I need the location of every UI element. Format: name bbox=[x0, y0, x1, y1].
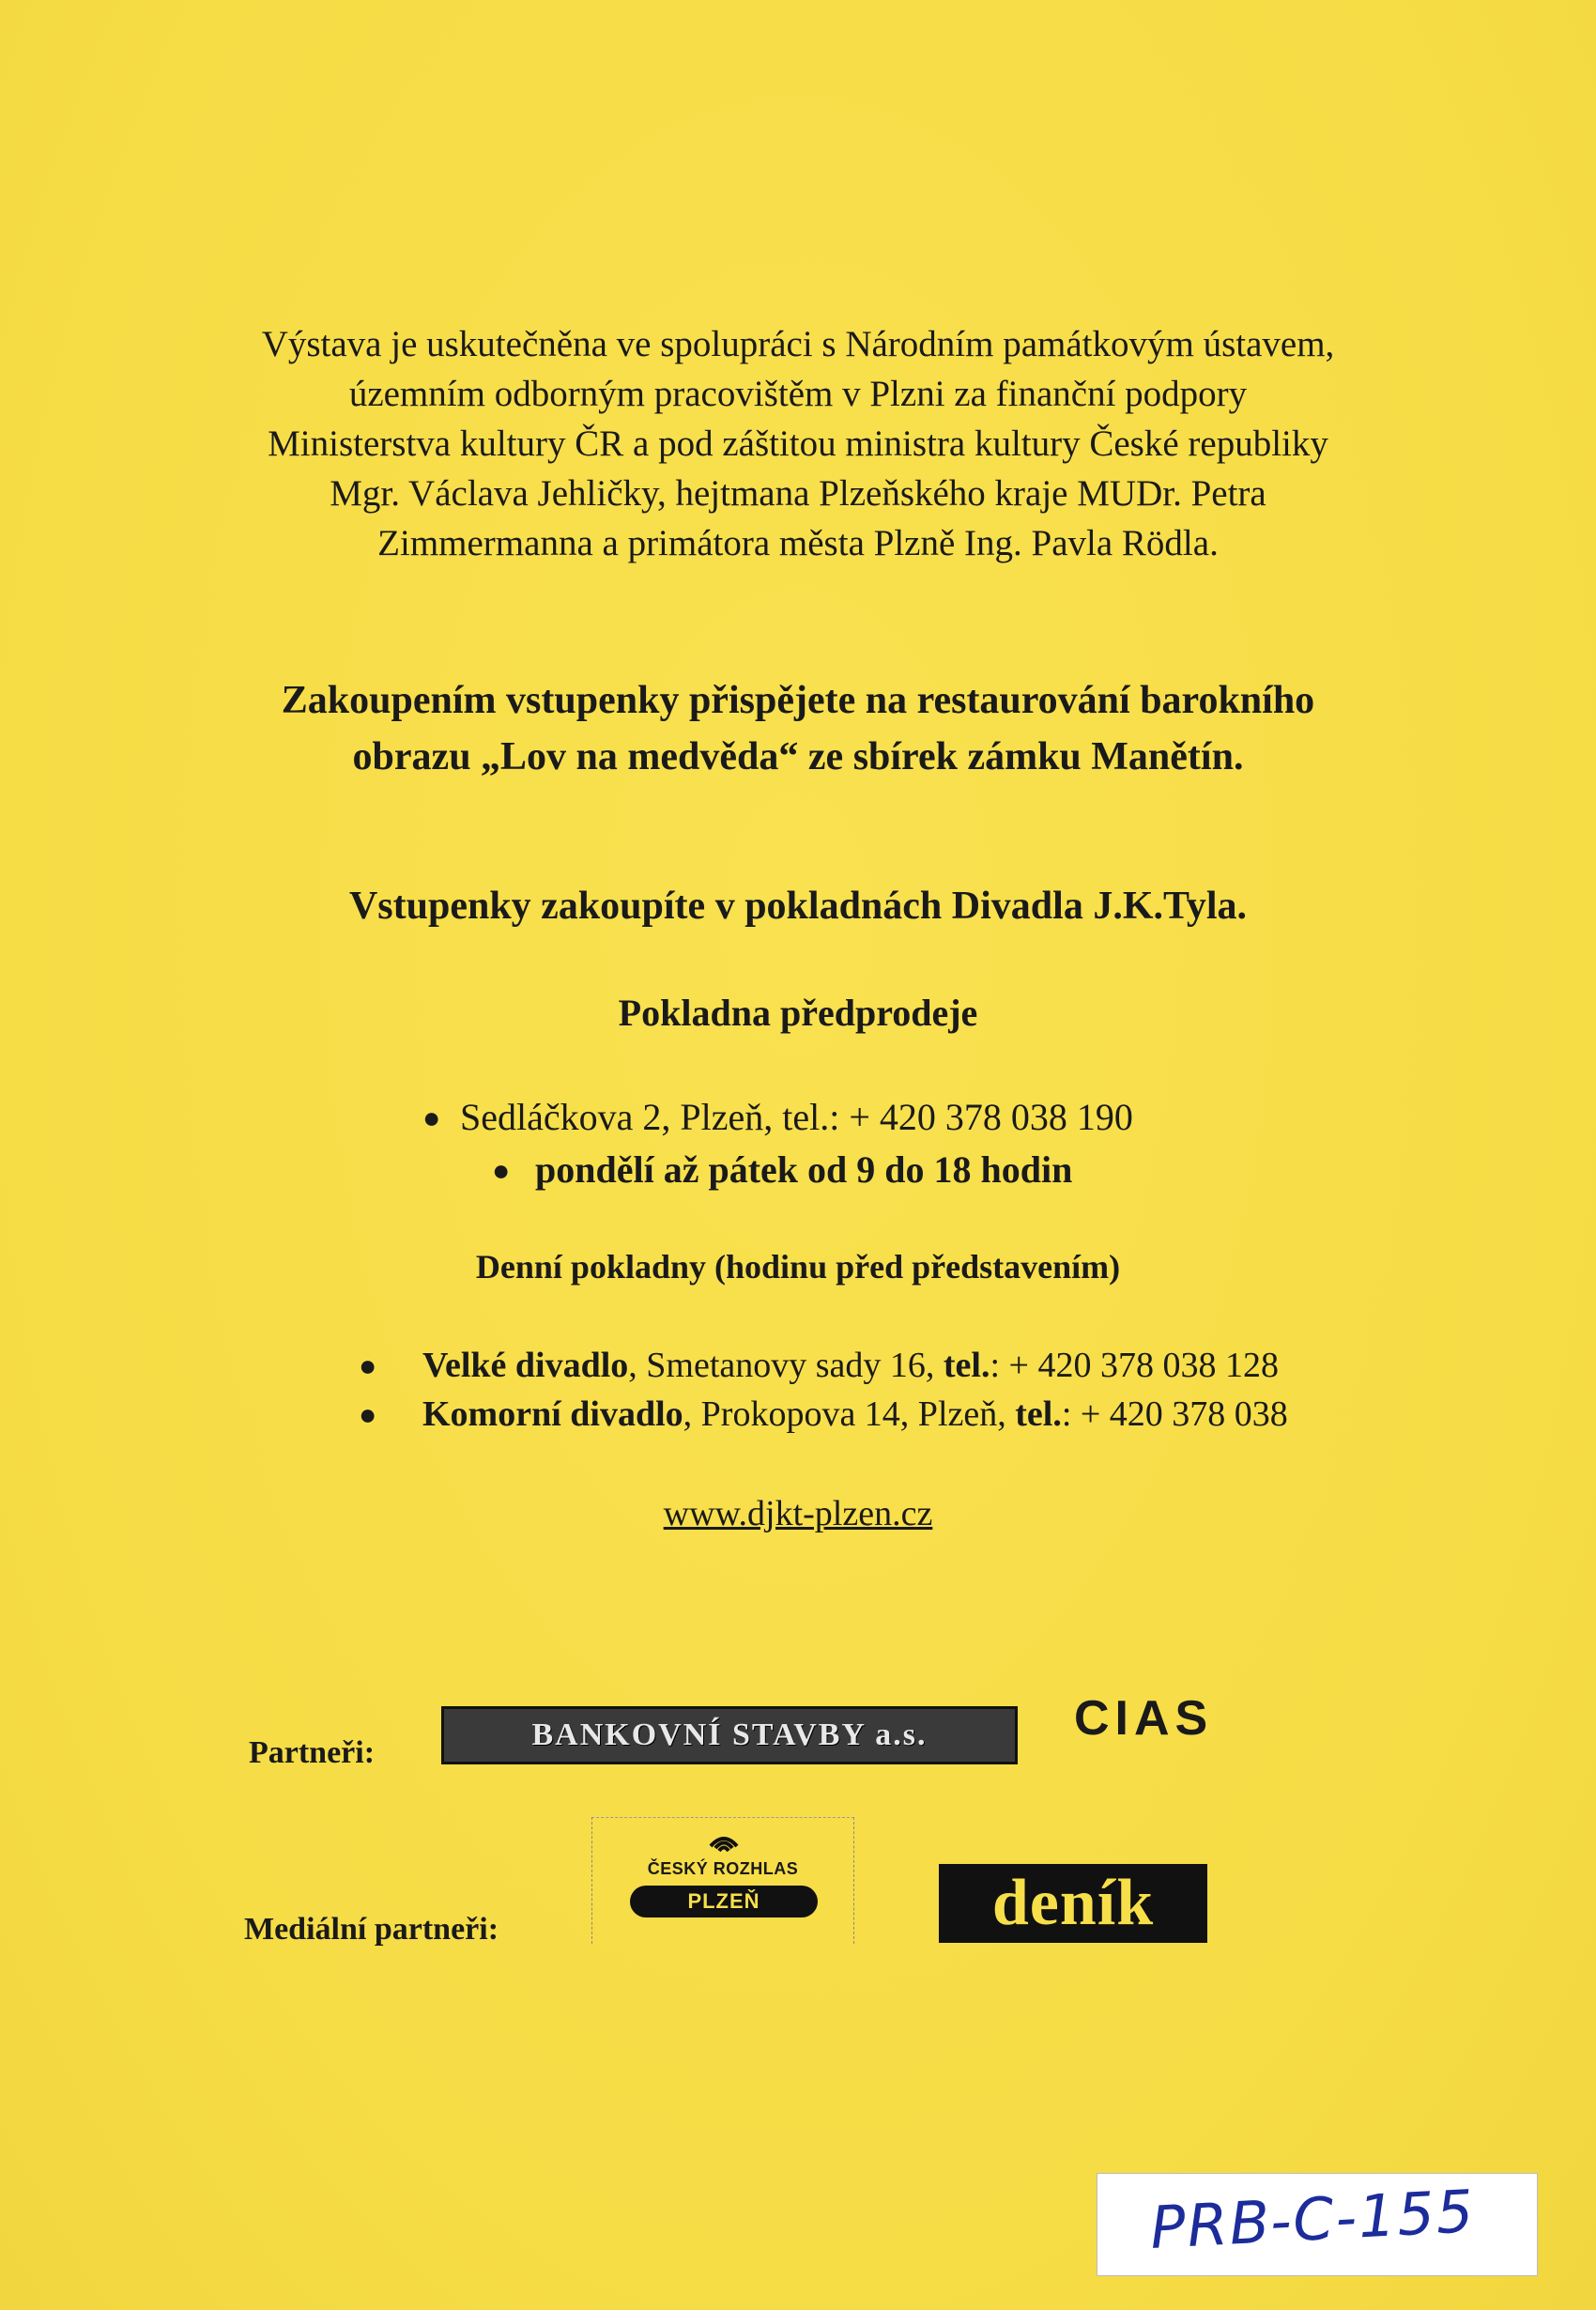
denik-logo: deník bbox=[939, 1864, 1207, 1943]
bullet-icon: ● bbox=[359, 1397, 377, 1431]
venue-phone: : + 420 378 038 bbox=[1061, 1394, 1288, 1434]
intro-line: Mgr. Václava Jehličky, hejtmana Plzeňského kraje MUDr. Petra bbox=[330, 473, 1266, 514]
venue-name: Velké divadlo bbox=[422, 1346, 629, 1385]
venue-name: Komorní divadlo bbox=[422, 1394, 683, 1434]
box-office-heading: Pokladna předprodeje bbox=[618, 992, 978, 1034]
archive-label: PRB-C-155 bbox=[1148, 2176, 1477, 2263]
appeal-line: obrazu „Lov na medvěda“ ze sbírek zámku Manětín. bbox=[352, 735, 1244, 778]
partners-label: Partneři: bbox=[249, 1735, 376, 1770]
cias-logo: CIAS bbox=[1074, 1691, 1214, 1746]
tickets-heading: Vstupenky zakoupíte v pokladnách Divadla J.K.Tyla. bbox=[348, 885, 1248, 928]
list-item bbox=[492, 1144, 1133, 1196]
venue-phone: : + 420 378 038 128 bbox=[990, 1346, 1279, 1385]
box-office-list bbox=[422, 1091, 1133, 1196]
media-partners-label: Mediální partneři: bbox=[244, 1912, 499, 1947]
venue-address: , Prokopova 14, Plzeň, bbox=[683, 1394, 1016, 1434]
intro-line: Ministerstva kultury ČR a pod záštitou ministra kultury České republiky bbox=[268, 424, 1328, 464]
bullet-icon: ● bbox=[492, 1153, 511, 1187]
box-office-address: Sedláčkova 2, Plzeň, tel.: + 420 378 038 190 bbox=[460, 1096, 1133, 1138]
list-item bbox=[359, 1341, 1288, 1390]
intro-line: Výstava je uskutečněna ve spolupráci s Národním památkovým ústavem, bbox=[261, 324, 1335, 364]
radio-waves-icon bbox=[705, 1824, 743, 1856]
intro-line: územním odborným pracovištěm v Plzni za finanční podpory bbox=[348, 374, 1248, 414]
tel-label: tel. bbox=[943, 1346, 990, 1385]
website-link[interactable]: www.djkt-plzen.cz bbox=[663, 1494, 933, 1533]
box-office-hours: pondělí až pátek od 9 do 18 hodin bbox=[535, 1148, 1073, 1191]
intro-paragraph bbox=[188, 319, 1408, 568]
daily-box-office-list bbox=[359, 1341, 1288, 1439]
list-item bbox=[359, 1390, 1288, 1439]
list-item bbox=[422, 1091, 1133, 1144]
cesky-rozhlas-logo bbox=[591, 1817, 854, 1944]
bullet-icon: ● bbox=[359, 1348, 377, 1382]
radio-name: ČESKÝ ROZHLAS bbox=[647, 1859, 799, 1878]
venue-address: , Smetanovy sady 16, bbox=[628, 1346, 944, 1385]
bankovni-stavby-logo: BANKOVNÍ STAVBY a.s. bbox=[441, 1706, 1018, 1764]
intro-line: Zimmermanna a primátora města Plzně Ing. Pavla Rödla. bbox=[377, 523, 1219, 563]
radio-city: PLZEŇ bbox=[630, 1886, 818, 1917]
appeal-line: Zakoupením vstupenky přispějete na restaurování barokního bbox=[281, 679, 1315, 722]
donation-appeal bbox=[188, 672, 1408, 785]
daily-box-office-heading: Denní pokladny (hodinu před představením) bbox=[475, 1248, 1121, 1286]
archive-sticker bbox=[1097, 2173, 1538, 2276]
tel-label: tel. bbox=[1015, 1394, 1062, 1434]
bullet-icon: ● bbox=[422, 1101, 441, 1134]
